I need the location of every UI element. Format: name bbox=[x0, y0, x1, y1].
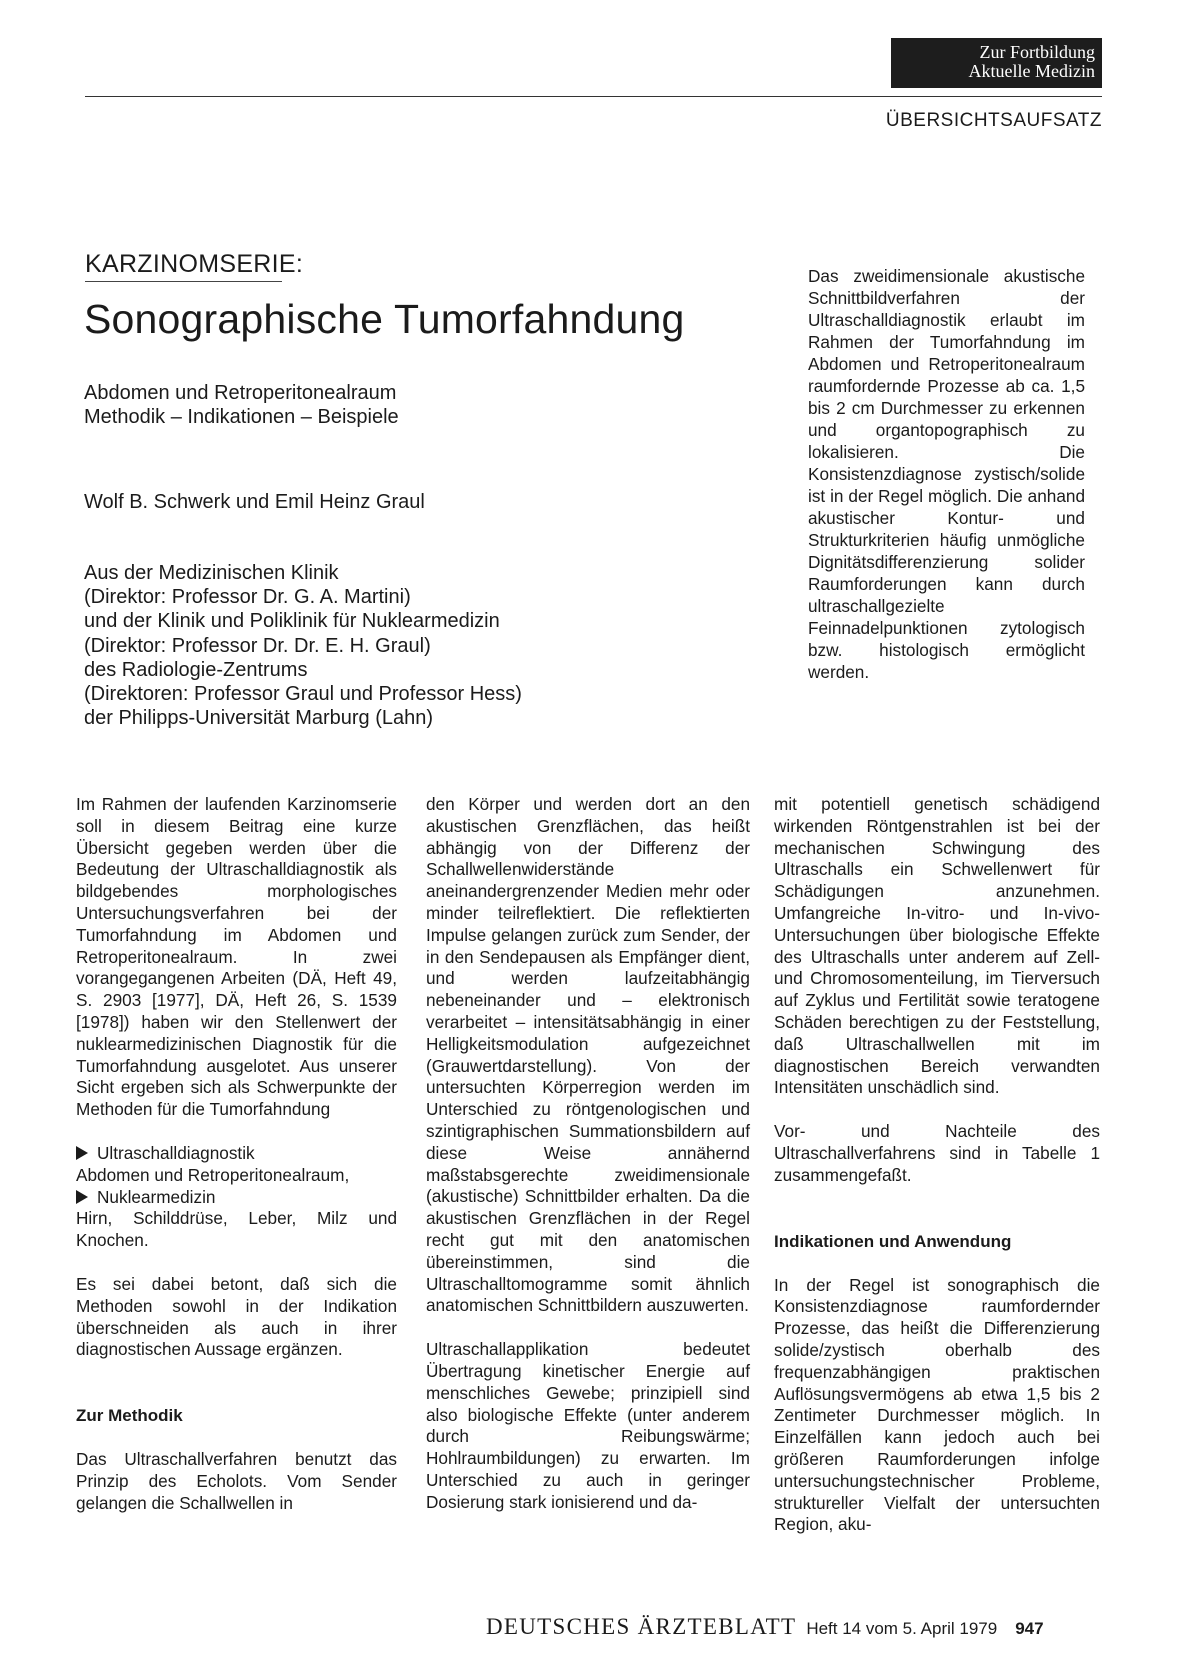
affiliation-line: des Radiologie-Zentrums bbox=[84, 658, 308, 681]
section-heading: Zur Methodik bbox=[76, 1406, 183, 1426]
badge-line-1: Zur Fortbildung bbox=[979, 42, 1095, 62]
abstract: Das zweidimensionale akustische Schnittbildverfahren der Ultraschalldiagnostik erlaubt im Rahmen der Tumorfahndung im Abdomen und Retroperitonealraum raumfordernde Prozesse ab ca. 1,5 bis 2 cm Durchmesser zu erkennen und organtopographisch zu lokalisieren. Die Konsistenzdiagnose zystisch/solide ist in der Regel möglich. Die anhand akustischer Kontur- und Strukturkriterien häufig unmögliche Dignitätsdifferenzierung solider Raumforderungen kann durch ultraschallgezielte Feinnadelpunktionen zytologisch bzw. histologisch ermöglicht werden. bbox=[808, 266, 1085, 682]
series-underline bbox=[85, 281, 282, 282]
paragraph: Ultraschallapplikation bedeutet Übertragung kinetischer Energie auf menschliches Gewebe; prinzipiell sind also biologische Effekte (unter anderem durch Reibungswärme; Hohlraumbildungen) zu erwarten. Im Unterschied zu auch in geringer Dosierung stark ionisierend und da- bbox=[426, 1339, 750, 1512]
paragraph: Es sei dabei betont, daß sich die Methoden sowohl in der Indikation überschneiden als auch in ihrer diagnostischen Aussage ergänzen. bbox=[76, 1273, 397, 1360]
body-column-1 bbox=[76, 794, 397, 1515]
affiliation-line: der Philipps-Universität Marburg (Lahn) bbox=[84, 707, 434, 730]
section-heading: Indikationen und Anwendung bbox=[774, 1231, 1012, 1251]
affiliation-line: (Direktoren: Professor Graul und Professor Hess) bbox=[84, 683, 522, 706]
triangle-bullet-icon bbox=[76, 1190, 88, 1204]
issue-info: Heft 14 vom 5. April 1979 bbox=[806, 1619, 998, 1638]
affiliation-line: (Direktor: Professor Dr. Dr. E. H. Graul) bbox=[84, 634, 431, 657]
series-label: KARZINOMSERIE: bbox=[85, 250, 304, 278]
subtitle-line: Abdomen und Retroperitonealraum bbox=[84, 382, 397, 404]
bullet-detail: Hirn, Schilddrüse, Leber, Milz und Knochen. bbox=[76, 1208, 397, 1251]
page-footer bbox=[486, 1614, 1044, 1640]
journal-name: DEUTSCHES ÄRZTEBLATT bbox=[486, 1614, 797, 1639]
bullet-label: Ultraschalldiagnostik bbox=[97, 1142, 255, 1163]
affiliation bbox=[84, 561, 522, 730]
header-rule bbox=[85, 96, 1102, 97]
affiliation-line: Aus der Medizinischen Klinik bbox=[84, 562, 339, 584]
paragraph: Das Ultraschallverfahren benutzt das Prinzip des Echolots. Vom Sender gelangen die Schallwellen in bbox=[76, 1449, 397, 1513]
triangle-bullet-icon bbox=[76, 1146, 88, 1160]
article-title: Sonographische Tumorfahndung bbox=[84, 296, 685, 342]
affiliation-line: (Direktor: Professor Dr. G. A. Martini) bbox=[84, 586, 411, 609]
body-column-3 bbox=[774, 794, 1100, 1536]
article-subtitle bbox=[84, 381, 399, 429]
paragraph: den Körper und werden dort an den akustischen Grenzflächen, das heißt abhängig von der Differenz der Schallwellenwiderstände aneinandergrenzender Medien mehr oder minder teilreflektiert. Die reflektierten Impulse gelangen zurück zum Sender, der in den Sendepausen als Empfänger dient, und werden laufzeitabhängig nebeneinander und – elektronisch verarbeitet – intensitätsabhängig in einer Helligkeitsmodulation aufgezeichnet (Grauwertdarstellung). Von der untersuchten Körperregion werden im Unterschied zu röntgenologischen und szintigraphischen Summationsbildern auf diese Weise annähernd maßstabsgerechte zweidimensionale (akustische) Schnittbilder erhalten. Da die akustischen Grenzflächen in der Regel recht gut mit den anatomischen übereinstimmen, sind die Ultraschalltomogramme somit ähnlich anatomischen Schnittbildern auszuwerten. bbox=[426, 794, 750, 1316]
badge-line-2: Aktuelle Medizin bbox=[968, 61, 1095, 81]
body-column-2 bbox=[426, 794, 750, 1514]
paragraph: Im Rahmen der laufenden Karzinomserie soll in diesem Beitrag eine kurze Übersicht gegeben werden über die Bedeutung der Ultraschalldiagnostik als bildgebendes morphologisches Untersuchungsverfahren bei der Tumorfahndung im Abdomen und Retroperitonealraum. In zwei vorangegangenen Arbeiten (DÄ, Heft 49, S. 2903 [1977], DÄ, Heft 26, S. 1539 [1978]) haben wir den Stellenwert der nuklearmedizinischen Diagnostik für die Tumorfahndung ausgelotet. Aus unserer Sicht ergeben sich als Schwerpunkte der Methoden für die Tumorfahndung bbox=[76, 794, 397, 1120]
category-badge bbox=[891, 38, 1102, 88]
subtitle-line: Methodik – Indikationen – Beispiele bbox=[84, 406, 399, 428]
paragraph: In der Regel ist sonographisch die Konsistenzdiagnose raumfordernder Prozesse, das heißt die Differenzierung solide/zystisch oberhalb des frequenzabhängigen praktischen Auflösungsvermögens ab etwa 1,5 bis 2 Zentimeter Durchmesser möglich. In Einzelfällen kann jedoch auch bei größeren Raumforderungen infolge untersuchungstechnischer Probleme, struktureller Vielfalt der untersuchten Region, aku- bbox=[774, 1274, 1100, 1535]
paragraph: Vor- und Nachteile des Ultraschallverfahrens sind in Tabelle 1 zusammengefaßt. bbox=[774, 1121, 1100, 1185]
section-label: ÜBERSICHTSAUFSATZ bbox=[885, 110, 1102, 131]
page-number: 947 bbox=[1015, 1619, 1044, 1638]
authors: Wolf B. Schwerk und Emil Heinz Graul bbox=[84, 491, 425, 513]
bullet-item bbox=[76, 1143, 397, 1165]
bullet-label: Nuklearmedizin bbox=[97, 1186, 216, 1207]
paragraph: mit potentiell genetisch schädigend wirkenden Röntgenstrahlen ist bei der mechanischen Schwingung des Ultraschalls ein Schwellenwert für Schädigungen anzunehmen. Umfangreiche In-vitro- und In-vivo-Untersuchungen über biologische Effekte des Ultraschalls unter anderem auf Zell- und Chromosomenteilung, im Tierversuch auf Zyklus und Fertilität sowie teratogene Schäden berechtigen zu der Feststellung, daß Ultraschallwellen mit im diagnostischen Bereich verwandten Intensitäten unschädlich sind. bbox=[774, 794, 1100, 1098]
bullet-item bbox=[76, 1187, 397, 1209]
affiliation-line: und der Klinik und Poliklinik für Nuklearmedizin bbox=[84, 610, 500, 633]
bullet-detail: Abdomen und Retroperitonealraum, bbox=[76, 1164, 350, 1185]
